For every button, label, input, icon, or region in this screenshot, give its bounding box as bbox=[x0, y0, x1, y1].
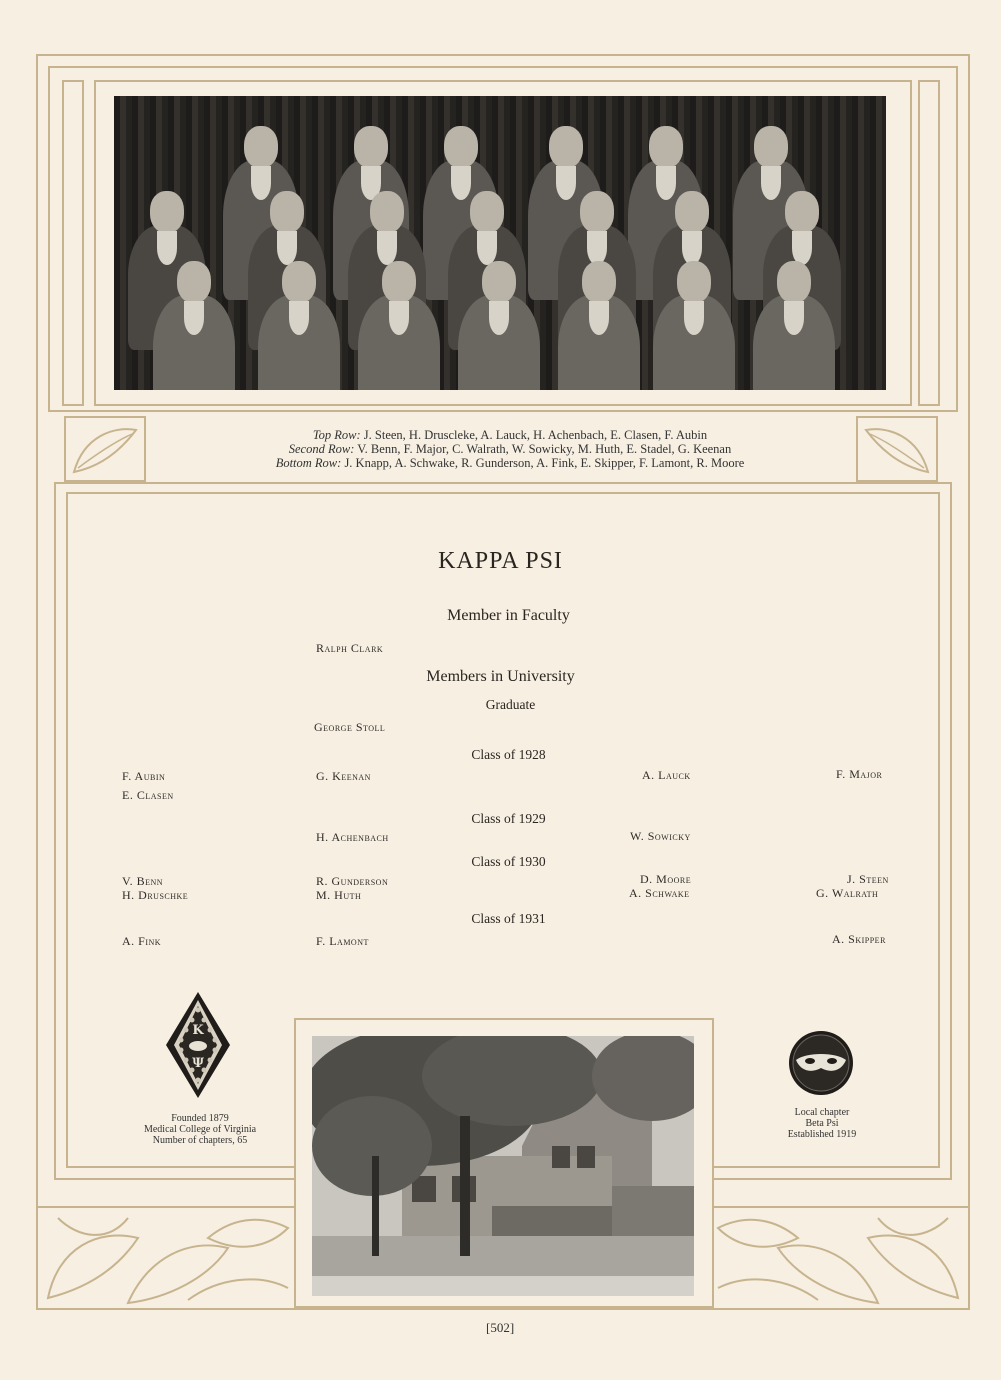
photo-person-head bbox=[444, 126, 478, 168]
university-heading: Members in University bbox=[426, 668, 575, 685]
class-1929-heading: Class of 1929 bbox=[471, 811, 546, 826]
fraternity-badge-icon bbox=[164, 990, 232, 1100]
member-keenan: G. Keenan bbox=[316, 769, 371, 783]
local-chapter-seal-icon bbox=[788, 1030, 854, 1096]
member-skipper: A. Skipper bbox=[832, 932, 886, 946]
local-chapter-info: Local chapter Beta Psi Established 1919 bbox=[787, 1107, 857, 1140]
photo-person-shirt bbox=[389, 301, 409, 335]
photo-person-shirt bbox=[251, 166, 271, 200]
photo-person-head bbox=[777, 261, 811, 303]
member-achenbach: H. Achenbach bbox=[316, 830, 389, 844]
left-pillar bbox=[62, 80, 84, 406]
leaf-ornament-left-icon bbox=[64, 416, 146, 482]
photo-person-shirt bbox=[184, 301, 204, 335]
photo-person-head bbox=[244, 126, 278, 168]
member-major: F. Major bbox=[836, 767, 883, 781]
photo-person-head bbox=[282, 261, 316, 303]
member-benn: V. Benn bbox=[122, 874, 164, 888]
graduate-member: George Stoll bbox=[314, 720, 386, 734]
photo-person-head bbox=[354, 126, 388, 168]
svg-text:K: K bbox=[192, 1023, 204, 1038]
photo-person-shirt bbox=[684, 301, 704, 335]
right-pillar bbox=[918, 80, 940, 406]
photo-person-shirt bbox=[489, 301, 509, 335]
page-number: [502] bbox=[486, 1320, 515, 1335]
fraternity-title: KAPPA PSI bbox=[438, 548, 563, 574]
member-druschke: H. Druschke bbox=[122, 888, 189, 902]
photo-person-head bbox=[785, 191, 819, 233]
class-1930-heading: Class of 1930 bbox=[471, 854, 546, 869]
caption-bottom-row: Bottom Row: J. Knapp, A. Schwake, R. Gunderson, A. Fink, E. Skipper, F. Lamont, R. Moore bbox=[275, 456, 745, 470]
photo-person-head bbox=[270, 191, 304, 233]
photo-person-shirt bbox=[784, 301, 804, 335]
member-moore: D. Moore bbox=[640, 872, 692, 886]
photo-person-shirt bbox=[589, 301, 609, 335]
photo-person-shirt bbox=[289, 301, 309, 335]
photo-person-shirt bbox=[587, 231, 607, 265]
member-lamont: F. Lamont bbox=[316, 934, 369, 948]
photo-person-shirt bbox=[377, 231, 397, 265]
photo-person-head bbox=[482, 261, 516, 303]
member-lauck: A. Lauck bbox=[642, 768, 691, 782]
photo-person-shirt bbox=[761, 166, 781, 200]
photo-person-head bbox=[382, 261, 416, 303]
founded-info: Founded 1879 Medical College of Virginia Number of chapters, 65 bbox=[143, 1113, 257, 1146]
photo-person-head bbox=[582, 261, 616, 303]
class-1928-heading: Class of 1928 bbox=[471, 747, 546, 762]
photo-person-head bbox=[549, 126, 583, 168]
member-clasen: E. Clasen bbox=[122, 788, 174, 802]
photo-caption bbox=[160, 428, 860, 470]
photo-person-head bbox=[754, 126, 788, 168]
photo-person-shirt bbox=[656, 166, 676, 200]
faculty-member: Ralph Clark bbox=[316, 641, 384, 655]
chapter-house-photo bbox=[312, 1036, 694, 1296]
photo-person-head bbox=[580, 191, 614, 233]
photo-person-shirt bbox=[277, 231, 297, 265]
member-schwake: A. Schwake bbox=[629, 886, 690, 900]
member-sowicky: W. Sowicky bbox=[630, 829, 691, 843]
photo-person-head bbox=[150, 191, 184, 233]
photo-person-shirt bbox=[477, 231, 497, 265]
faculty-heading: Member in Faculty bbox=[447, 607, 570, 624]
caption-second-row: Second Row: V. Benn, F. Major, C. Walrath, W. Sowicky, M. Huth, E. Stadel, G. Keenan bbox=[288, 442, 732, 456]
member-gunderson: R. Gunderson bbox=[316, 874, 389, 888]
svg-text:Ψ: Ψ bbox=[192, 1056, 204, 1071]
caption-top-row: Top Row: J. Steen, H. Druscleke, A. Lauck, H. Achenbach, E. Clasen, F. Aubin bbox=[312, 428, 708, 442]
photo-person-shirt bbox=[682, 231, 702, 265]
class-1931-heading: Class of 1931 bbox=[471, 911, 546, 926]
footer-leaf-pattern-left-icon bbox=[38, 1208, 294, 1308]
photo-person-head bbox=[675, 191, 709, 233]
member-huth: M. Huth bbox=[316, 888, 362, 902]
member-walrath: G. Walrath bbox=[816, 886, 879, 900]
graduate-heading: Graduate bbox=[485, 697, 536, 712]
member-steen: J. Steen bbox=[847, 872, 889, 886]
group-photo bbox=[114, 96, 886, 390]
footer-leaf-pattern-right-icon bbox=[714, 1208, 968, 1308]
photo-person-shirt bbox=[792, 231, 812, 265]
photo-person-head bbox=[370, 191, 404, 233]
photo-person-head bbox=[677, 261, 711, 303]
member-aubin: F. Aubin bbox=[122, 769, 166, 783]
photo-person-shirt bbox=[556, 166, 576, 200]
member-fink: A. Fink bbox=[122, 934, 162, 948]
leaf-ornament-right-icon bbox=[856, 416, 938, 482]
photo-person-head bbox=[177, 261, 211, 303]
photo-person-head bbox=[649, 126, 683, 168]
photo-person-head bbox=[470, 191, 504, 233]
photo-person-shirt bbox=[451, 166, 471, 200]
photo-person-shirt bbox=[157, 231, 177, 265]
